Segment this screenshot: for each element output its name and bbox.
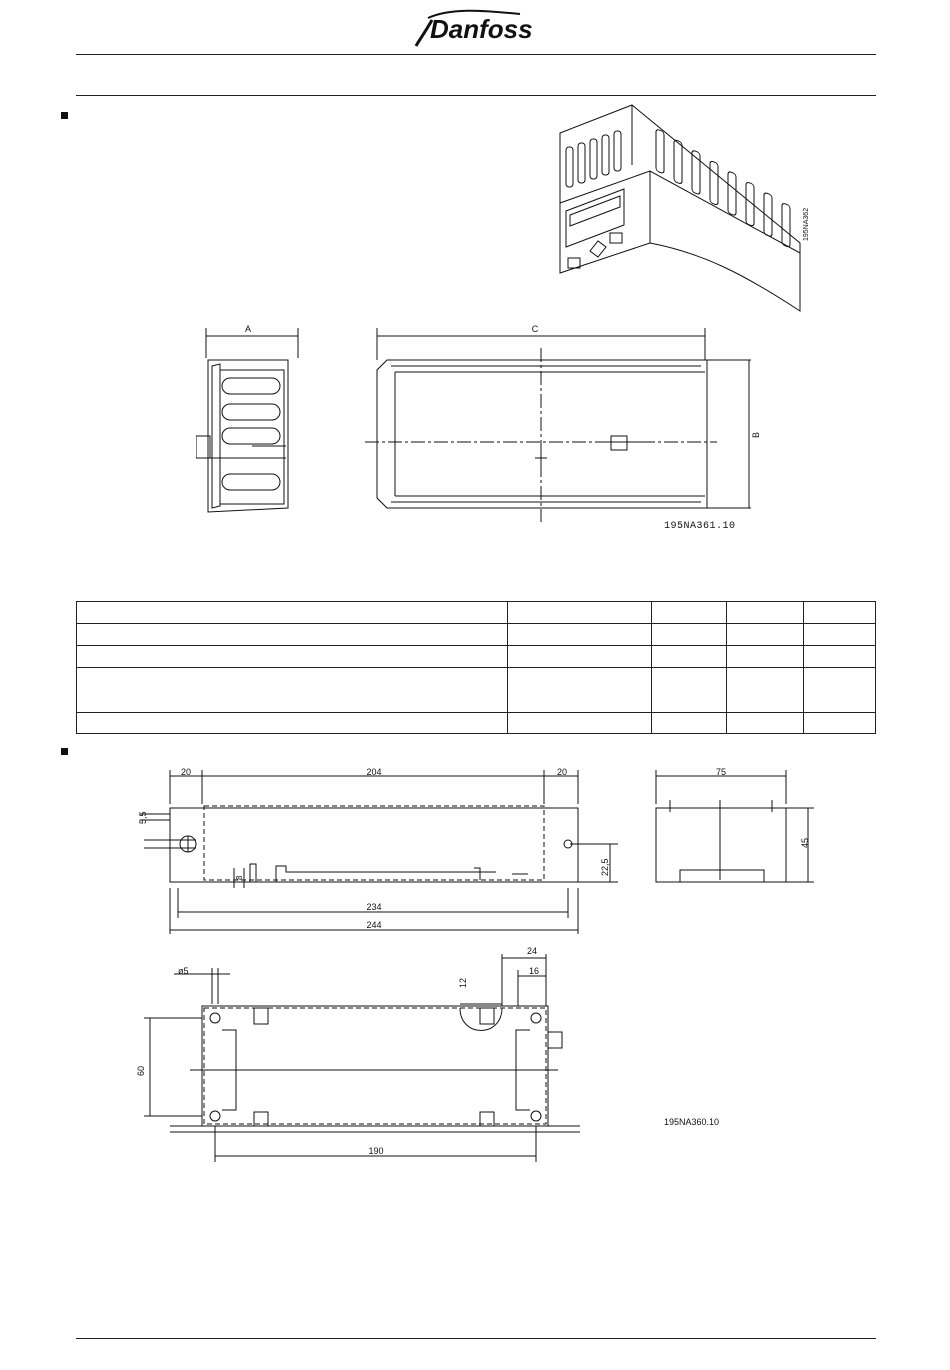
- dim-20-left: 20: [180, 767, 192, 777]
- header-rule-top: [76, 54, 876, 55]
- bottom-view-drawing: [130, 944, 590, 1166]
- dim-204: 204: [366, 767, 382, 777]
- dim-20-right: 20: [556, 767, 568, 777]
- table-row: [77, 646, 876, 668]
- isometric-drawing: [552, 103, 824, 318]
- dim-244: 244: [366, 920, 382, 930]
- section-bullet-2: [61, 748, 68, 755]
- code-small: 195NA362: [803, 207, 810, 241]
- front-view-drawing: [130, 764, 620, 940]
- section-bullet-1: [61, 112, 68, 119]
- dim-8: 8: [235, 875, 244, 880]
- table-row: [77, 624, 876, 646]
- logo-text: Danfoss: [430, 14, 533, 44]
- table-row: [77, 602, 876, 624]
- footer-rule: [76, 1338, 876, 1339]
- dim-24: 24: [526, 946, 538, 956]
- table-row: [77, 713, 876, 734]
- dim-12: 12: [458, 977, 468, 988]
- dim-16: 16: [528, 966, 540, 976]
- dim-75: 75: [715, 767, 727, 777]
- dim-5-5: 5,5: [138, 811, 148, 824]
- dim-234: 234: [366, 902, 382, 912]
- dim-22-5: 22,5: [600, 858, 610, 876]
- label-b: B: [751, 431, 761, 438]
- table-row: [77, 668, 876, 713]
- label-a: A: [244, 324, 252, 334]
- drawing-code-2: 195NA360.10: [664, 1117, 720, 1127]
- dim-190: 190: [368, 1146, 384, 1156]
- dim-phi5: ø5: [178, 966, 189, 976]
- end-view-drawing: [650, 764, 820, 890]
- dim-60: 60: [136, 1065, 146, 1076]
- header-rule-bottom: [76, 95, 876, 96]
- label-c: C: [531, 324, 539, 334]
- top-view-drawing: [365, 318, 765, 530]
- side-view-drawing: [196, 318, 306, 518]
- dim-45: 45: [800, 837, 810, 848]
- drawing-code-1: 195NA361.10: [664, 521, 736, 532]
- danfoss-logo: [410, 4, 540, 50]
- spec-table: [76, 601, 876, 734]
